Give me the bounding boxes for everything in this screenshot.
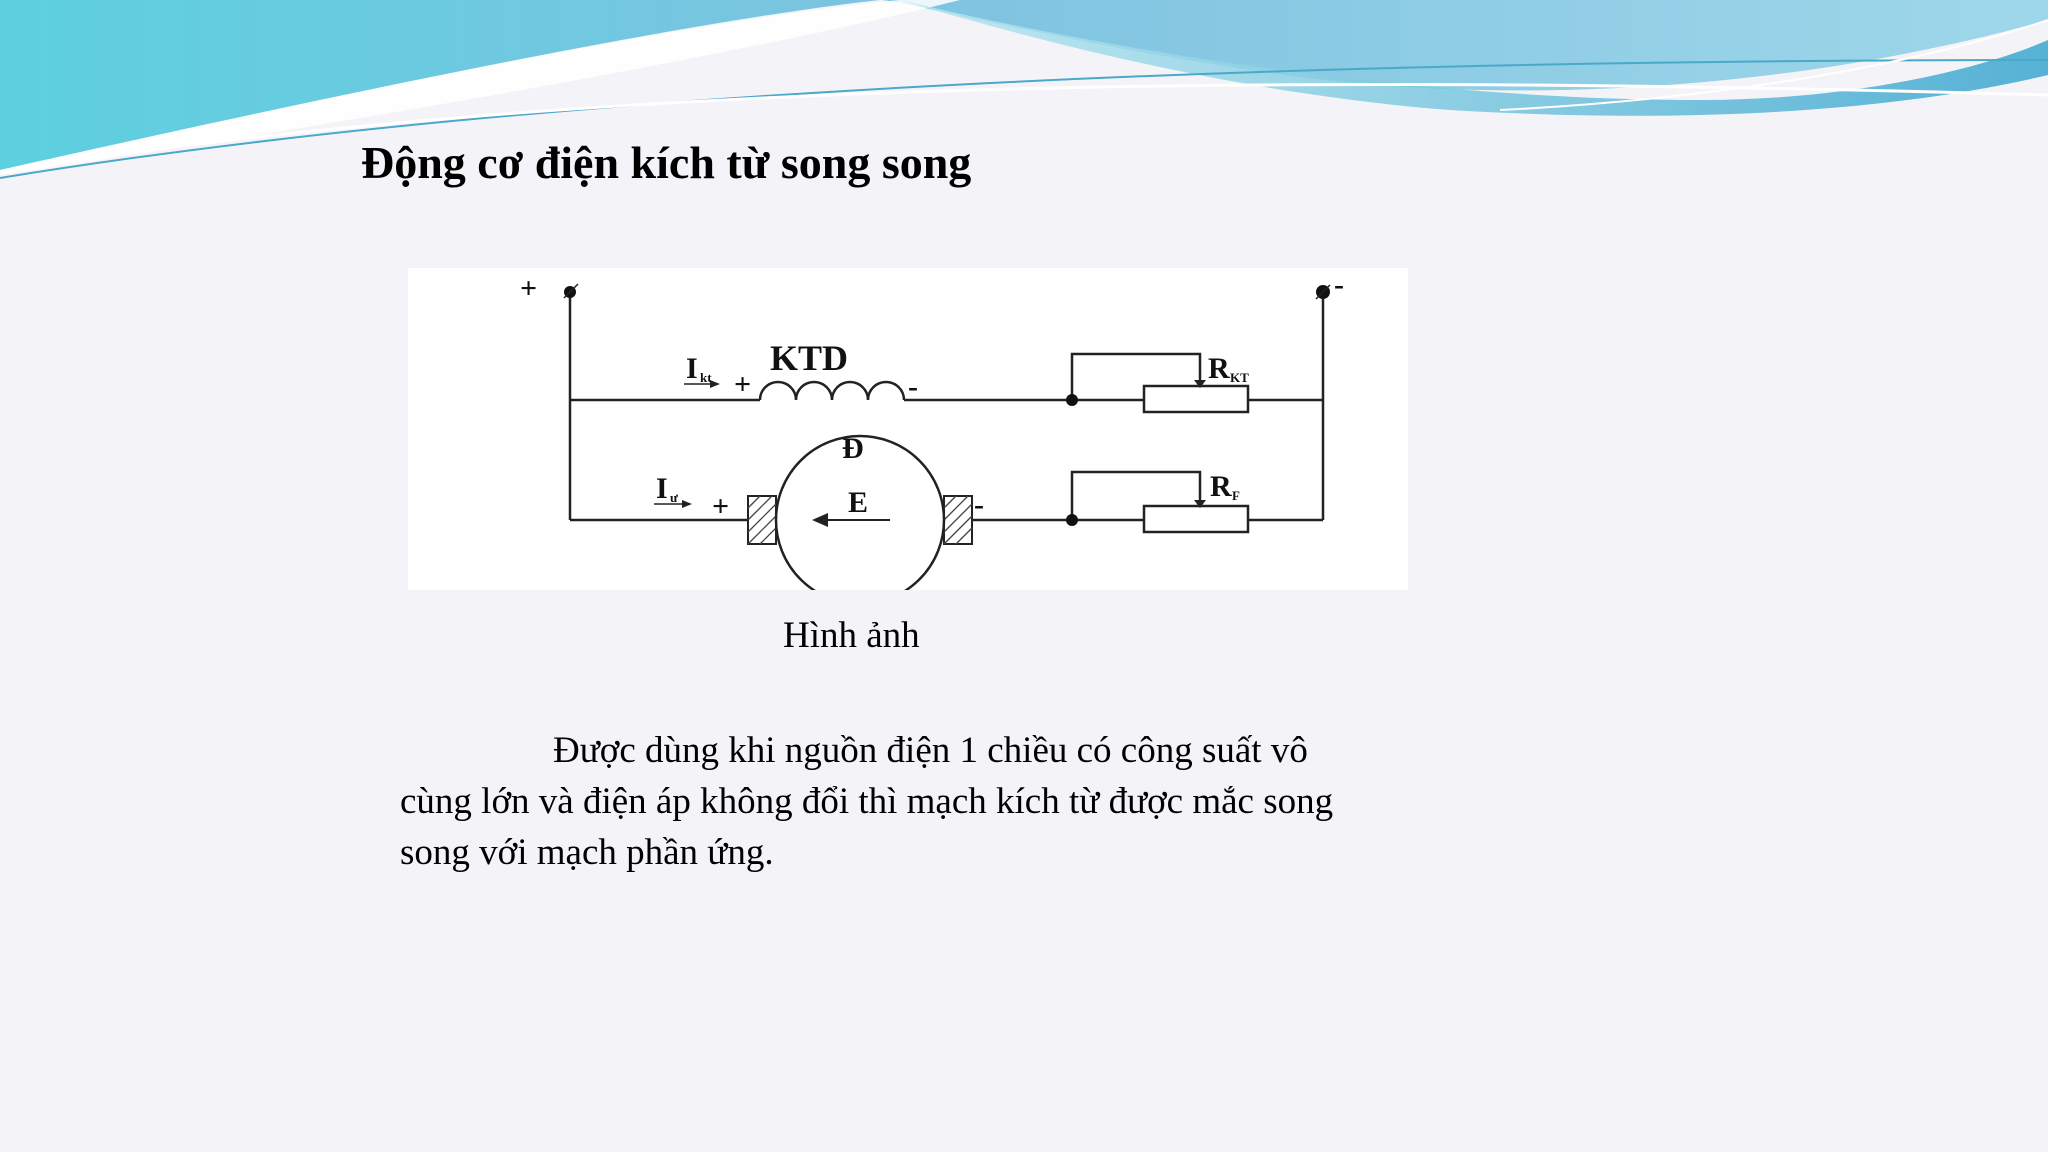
field-winding-coil <box>760 382 904 400</box>
armature-junction-dot <box>1066 514 1078 526</box>
body-line-1: Được dùng khi nguồn điện 1 chiều có công suất vô <box>553 730 1308 771</box>
field-junction-dot <box>1066 394 1078 406</box>
armature-current-label: I <box>656 472 668 505</box>
armature-current-subscript: ư <box>670 490 678 505</box>
circuit-diagram-svg <box>408 268 1408 590</box>
field-current-label: I <box>686 352 698 385</box>
armature-minus-sign: - <box>974 488 984 521</box>
body-line-2: cùng lớn và điện áp không đổi thì mạch kích từ được mắc song <box>400 781 1334 822</box>
field-current-subscript: kt <box>700 370 712 385</box>
circuit-diagram <box>408 268 1408 590</box>
body-paragraph <box>400 725 1500 878</box>
field-resistor-label: R <box>1208 352 1230 385</box>
field-winding-label: KTD <box>770 338 849 378</box>
field-plus-sign: + <box>734 368 752 401</box>
emf-label: E <box>848 486 869 519</box>
minus-terminal-label: - <box>1334 268 1344 301</box>
field-rheostat <box>1144 386 1248 412</box>
figure-caption: Hình ảnh <box>783 615 920 656</box>
armature-plus-sign: + <box>712 490 730 523</box>
field-minus-sign: - <box>908 370 918 403</box>
armature-rheostat <box>1144 506 1248 532</box>
slide-title: Động cơ điện kích từ song song <box>361 137 972 188</box>
field-resistor-subscript: KT <box>1230 370 1249 385</box>
wave-header-decoration <box>0 0 2048 200</box>
body-line-3: song với mạch phần ứng. <box>400 832 774 873</box>
motor-label: Đ <box>842 432 864 465</box>
armature-resistor-subscript: F <box>1232 488 1240 503</box>
armature-resistor-label: R <box>1210 470 1232 503</box>
plus-terminal-label: + <box>520 272 538 305</box>
